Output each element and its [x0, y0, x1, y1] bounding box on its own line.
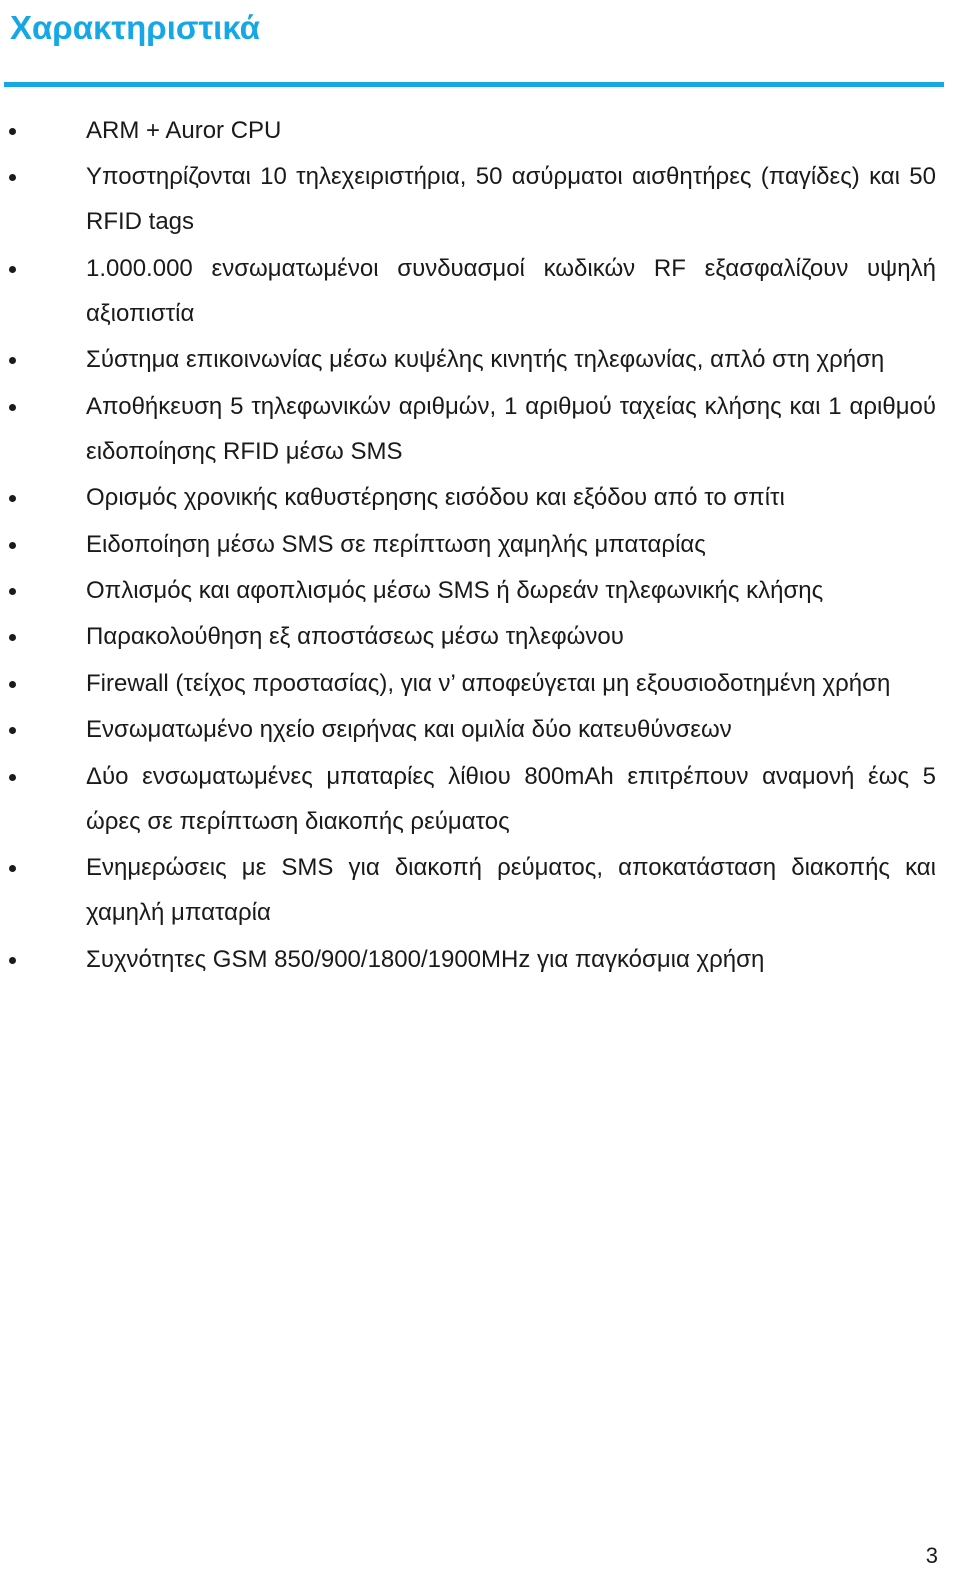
bullet-icon [9, 957, 16, 964]
feature-text: Παρακολούθηση εξ αποστάσεως μέσω τηλεφώνου [86, 623, 624, 651]
page-number: 3 [925, 1543, 938, 1568]
section-heading: Χαρακτηριστικά [10, 9, 260, 46]
feature-item [0, 108, 936, 153]
feature-item [0, 707, 936, 752]
bullet-icon [9, 542, 16, 549]
feature-text: Υποστηρίζονται 10 τηλεχειριστήρια, 50 ασύρματοι αισθητήρες (παγίδες) και 50 RFID tags [86, 163, 936, 236]
feature-list [0, 108, 960, 983]
bullet-icon [9, 727, 16, 734]
bullet-icon [9, 404, 16, 411]
bullet-icon [9, 865, 16, 872]
bullet-icon [9, 266, 16, 273]
feature-text: Ορισμός χρονικής καθυστέρησης εισόδου και εξόδου από το σπίτι [86, 484, 785, 512]
feature-item [0, 614, 936, 659]
feature-item [0, 937, 936, 982]
heading-underline [4, 82, 944, 87]
feature-text: Σύστημα επικοινωνίας μέσω κυψέλης κινητής τηλεφωνίας, απλό στη χρήση [86, 346, 885, 374]
feature-item [0, 661, 936, 706]
feature-text: Αποθήκευση 5 τηλεφωνικών αριθμών, 1 αριθμού ταχείας κλήσης και 1 αριθμού ειδοποίησης RFID μέσω SMS [86, 392, 936, 465]
bullet-icon [9, 774, 16, 781]
feature-item [0, 337, 936, 382]
feature-item [0, 475, 936, 520]
feature-item [0, 845, 936, 935]
feature-item [0, 154, 936, 244]
feature-item [0, 754, 936, 844]
feature-text: Ειδοποίηση μέσω SMS σε περίπτωση χαμηλής μπαταρίας [86, 530, 706, 558]
feature-item [0, 522, 936, 567]
bullet-icon [9, 495, 16, 502]
bullet-icon [9, 174, 16, 181]
feature-item [0, 384, 936, 474]
feature-text: Συχνότητες GSM 850/900/1800/1900MHz για παγκόσμια χρήση [86, 945, 765, 973]
bullet-icon [9, 588, 16, 595]
feature-text: Ενσωματωμένο ηχείο σειρήνας και ομιλία δύο κατευθύνσεων [86, 716, 732, 744]
bullet-icon [9, 681, 16, 688]
feature-item [0, 246, 936, 336]
feature-text: ARM + Auror CPU [86, 117, 282, 144]
feature-text: 1.000.000 ενσωματωμένοι συνδυασμοί κωδικών RF εξασφαλίζουν υψηλή αξιοπιστία [86, 254, 936, 327]
feature-text: Δύο ενσωματωμένες μπαταρίες λίθιου 800mAh επιτρέπουν αναμονή έως 5 ώρες σε περίπτωση διακοπής ρεύματος [86, 762, 936, 835]
feature-text: Οπλισμός και αφοπλισμός μέσω SMS ή δωρεάν τηλεφωνικής κλήσης [86, 577, 824, 605]
bullet-icon [9, 634, 16, 641]
feature-item [0, 568, 936, 613]
bullet-icon [9, 357, 16, 364]
feature-text: Firewall (τείχος προστασίας), για ν’ αποφεύγεται μη εξουσιοδοτημένη χρήση [86, 669, 891, 697]
bullet-icon [9, 128, 16, 135]
feature-text: Ενημερώσεις με SMS για διακοπή ρεύματος, αποκατάσταση διακοπής και χαμηλή μπαταρία [86, 854, 936, 927]
